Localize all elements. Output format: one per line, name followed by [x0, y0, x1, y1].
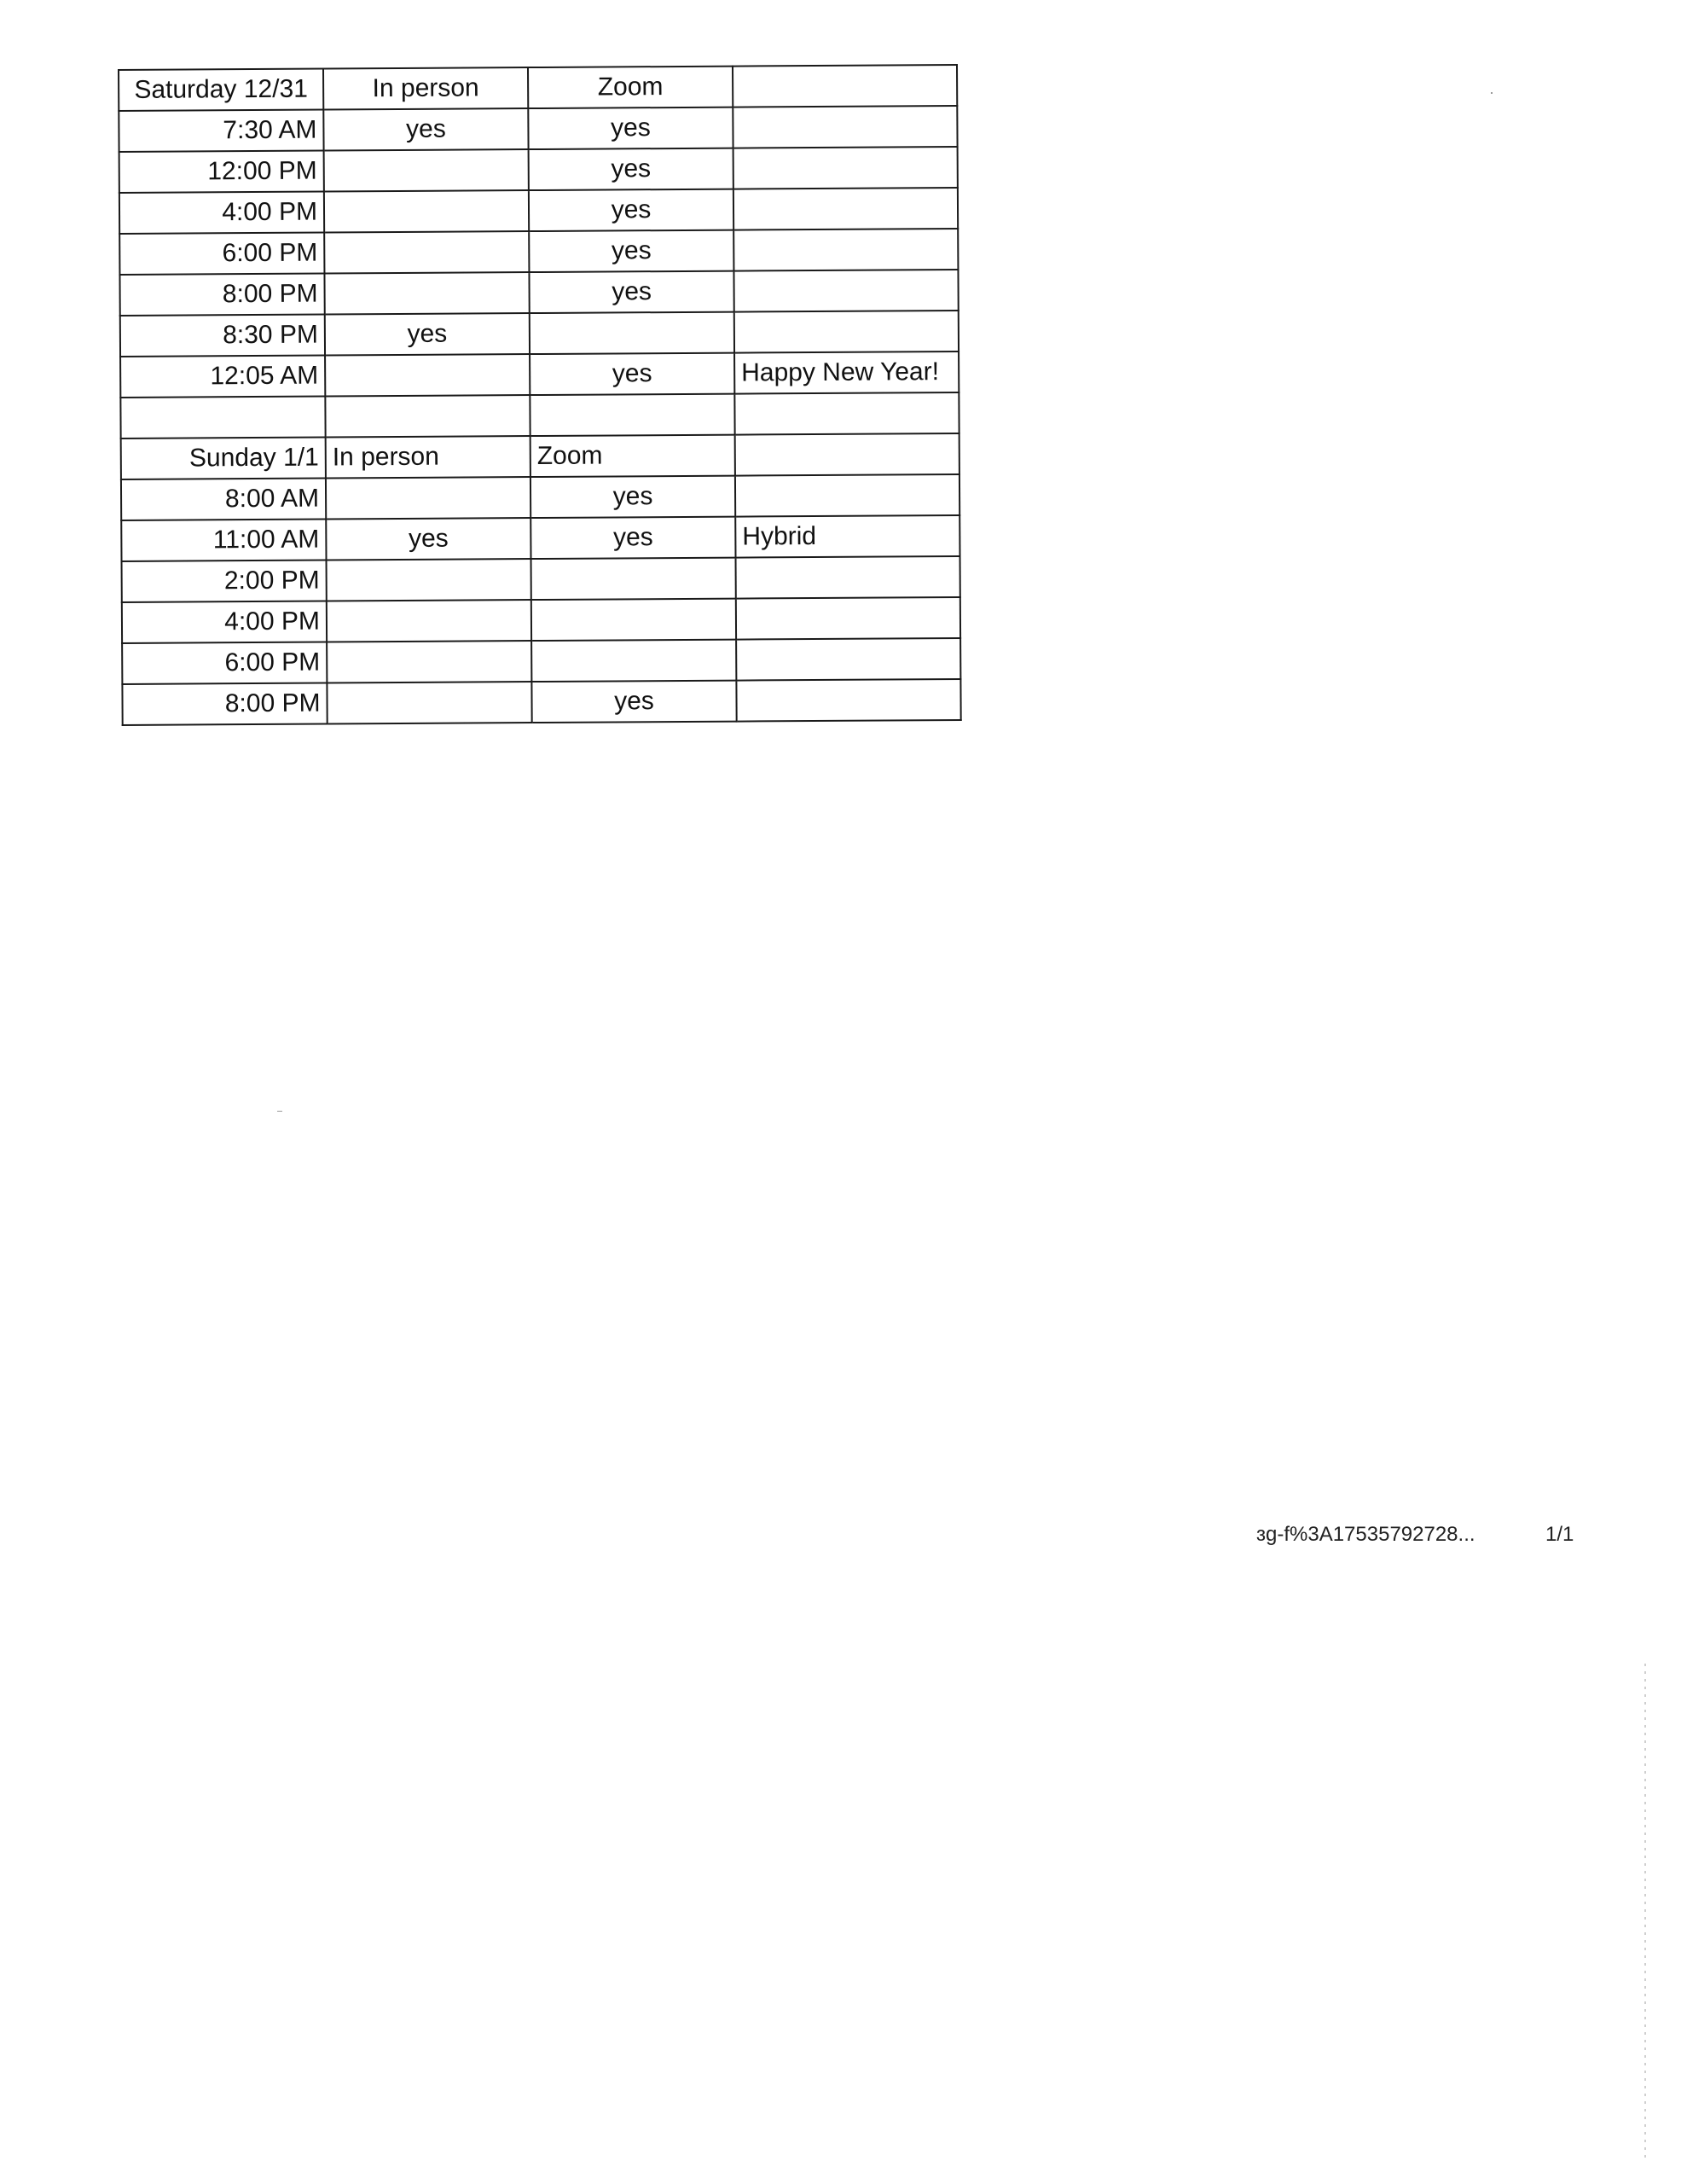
schedule-table	[118, 64, 962, 726]
empty-row	[120, 392, 959, 439]
time-cell: 8:00 PM	[122, 683, 327, 725]
zoom-cell	[531, 599, 736, 641]
day-header-cell: Saturday 12/31	[119, 69, 323, 111]
zoom-cell	[531, 640, 736, 682]
table-row	[122, 638, 960, 684]
time-cell: 12:00 PM	[119, 151, 324, 193]
note-cell	[736, 638, 960, 681]
time-cell: 2:00 PM	[122, 561, 327, 602]
table-row	[119, 270, 958, 316]
day-header-cell: Sunday 1/1	[121, 438, 326, 479]
note-cell	[733, 106, 957, 148]
in-person-cell: yes	[325, 313, 530, 355]
note-cell: Hybrid	[735, 515, 959, 558]
note-cell	[733, 229, 958, 271]
in-person-cell	[327, 600, 531, 642]
scan-speck	[1491, 92, 1493, 94]
scan-edge-artifact	[1644, 1664, 1646, 2158]
table-row	[119, 106, 957, 152]
table-row	[120, 351, 959, 398]
time-cell: 8:30 PM	[120, 315, 325, 357]
time-cell: 8:00 AM	[121, 479, 326, 520]
zoom-cell	[530, 312, 734, 354]
table-row	[122, 597, 960, 643]
zoom-header-cell: Zoom	[528, 67, 733, 108]
table-row	[119, 147, 958, 193]
in-person-header-cell: In person	[326, 436, 530, 478]
time-cell: 6:00 PM	[122, 642, 327, 684]
zoom-header-cell: Zoom	[530, 435, 735, 477]
in-person-cell	[324, 272, 529, 314]
note-header-cell	[735, 433, 959, 476]
time-cell: 11:00 AM	[121, 520, 326, 561]
note-cell	[734, 392, 959, 435]
time-cell: 4:00 PM	[122, 601, 327, 643]
time-cell: 7:30 AM	[119, 110, 323, 152]
zoom-cell: yes	[529, 189, 733, 231]
note-cell	[733, 270, 958, 312]
table-row	[120, 311, 959, 357]
zoom-cell: yes	[528, 107, 733, 149]
saturday-header-row	[119, 65, 957, 111]
in-person-cell	[326, 477, 530, 519]
zoom-cell: yes	[530, 517, 735, 559]
in-person-cell	[325, 354, 530, 396]
zoom-cell: yes	[530, 476, 735, 518]
table-row	[122, 556, 960, 602]
note-cell: Happy New Year!	[734, 351, 959, 394]
in-person-header-cell: In person	[323, 67, 528, 109]
in-person-cell	[324, 231, 529, 273]
table-row	[122, 679, 960, 725]
in-person-cell	[325, 395, 530, 437]
in-person-cell	[327, 682, 531, 723]
note-cell	[734, 311, 959, 353]
table-row	[119, 229, 958, 275]
table-row	[121, 474, 959, 520]
in-person-cell: yes	[323, 108, 528, 150]
note-cell	[736, 556, 960, 599]
time-cell: 12:05 AM	[120, 356, 325, 398]
in-person-cell	[327, 641, 531, 682]
table-row	[121, 515, 959, 561]
in-person-cell	[324, 190, 529, 232]
sunday-header-row	[121, 433, 959, 479]
zoom-cell: yes	[529, 271, 733, 313]
time-cell	[120, 397, 325, 439]
table-row	[119, 188, 958, 234]
in-person-cell	[324, 149, 529, 191]
note-cell	[733, 188, 958, 230]
note-cell	[736, 597, 960, 640]
scan-speck	[277, 1111, 282, 1112]
time-cell: 4:00 PM	[119, 192, 324, 234]
zoom-cell: yes	[529, 148, 733, 190]
zoom-cell: yes	[531, 681, 736, 723]
footer-page-number: 1/1	[1545, 1523, 1574, 1546]
time-cell: 6:00 PM	[119, 233, 324, 275]
note-cell	[736, 679, 960, 722]
note-cell	[735, 474, 959, 517]
note-cell	[733, 147, 958, 189]
zoom-cell: yes	[529, 230, 733, 272]
zoom-cell	[531, 558, 736, 600]
in-person-cell	[327, 559, 531, 601]
footer-url-text: ɜg-f%3A17535792728...	[1256, 1523, 1475, 1546]
note-header-cell	[733, 65, 957, 107]
time-cell: 8:00 PM	[119, 274, 324, 316]
zoom-cell: yes	[530, 353, 734, 395]
in-person-cell: yes	[326, 518, 530, 560]
zoom-cell	[530, 394, 734, 436]
